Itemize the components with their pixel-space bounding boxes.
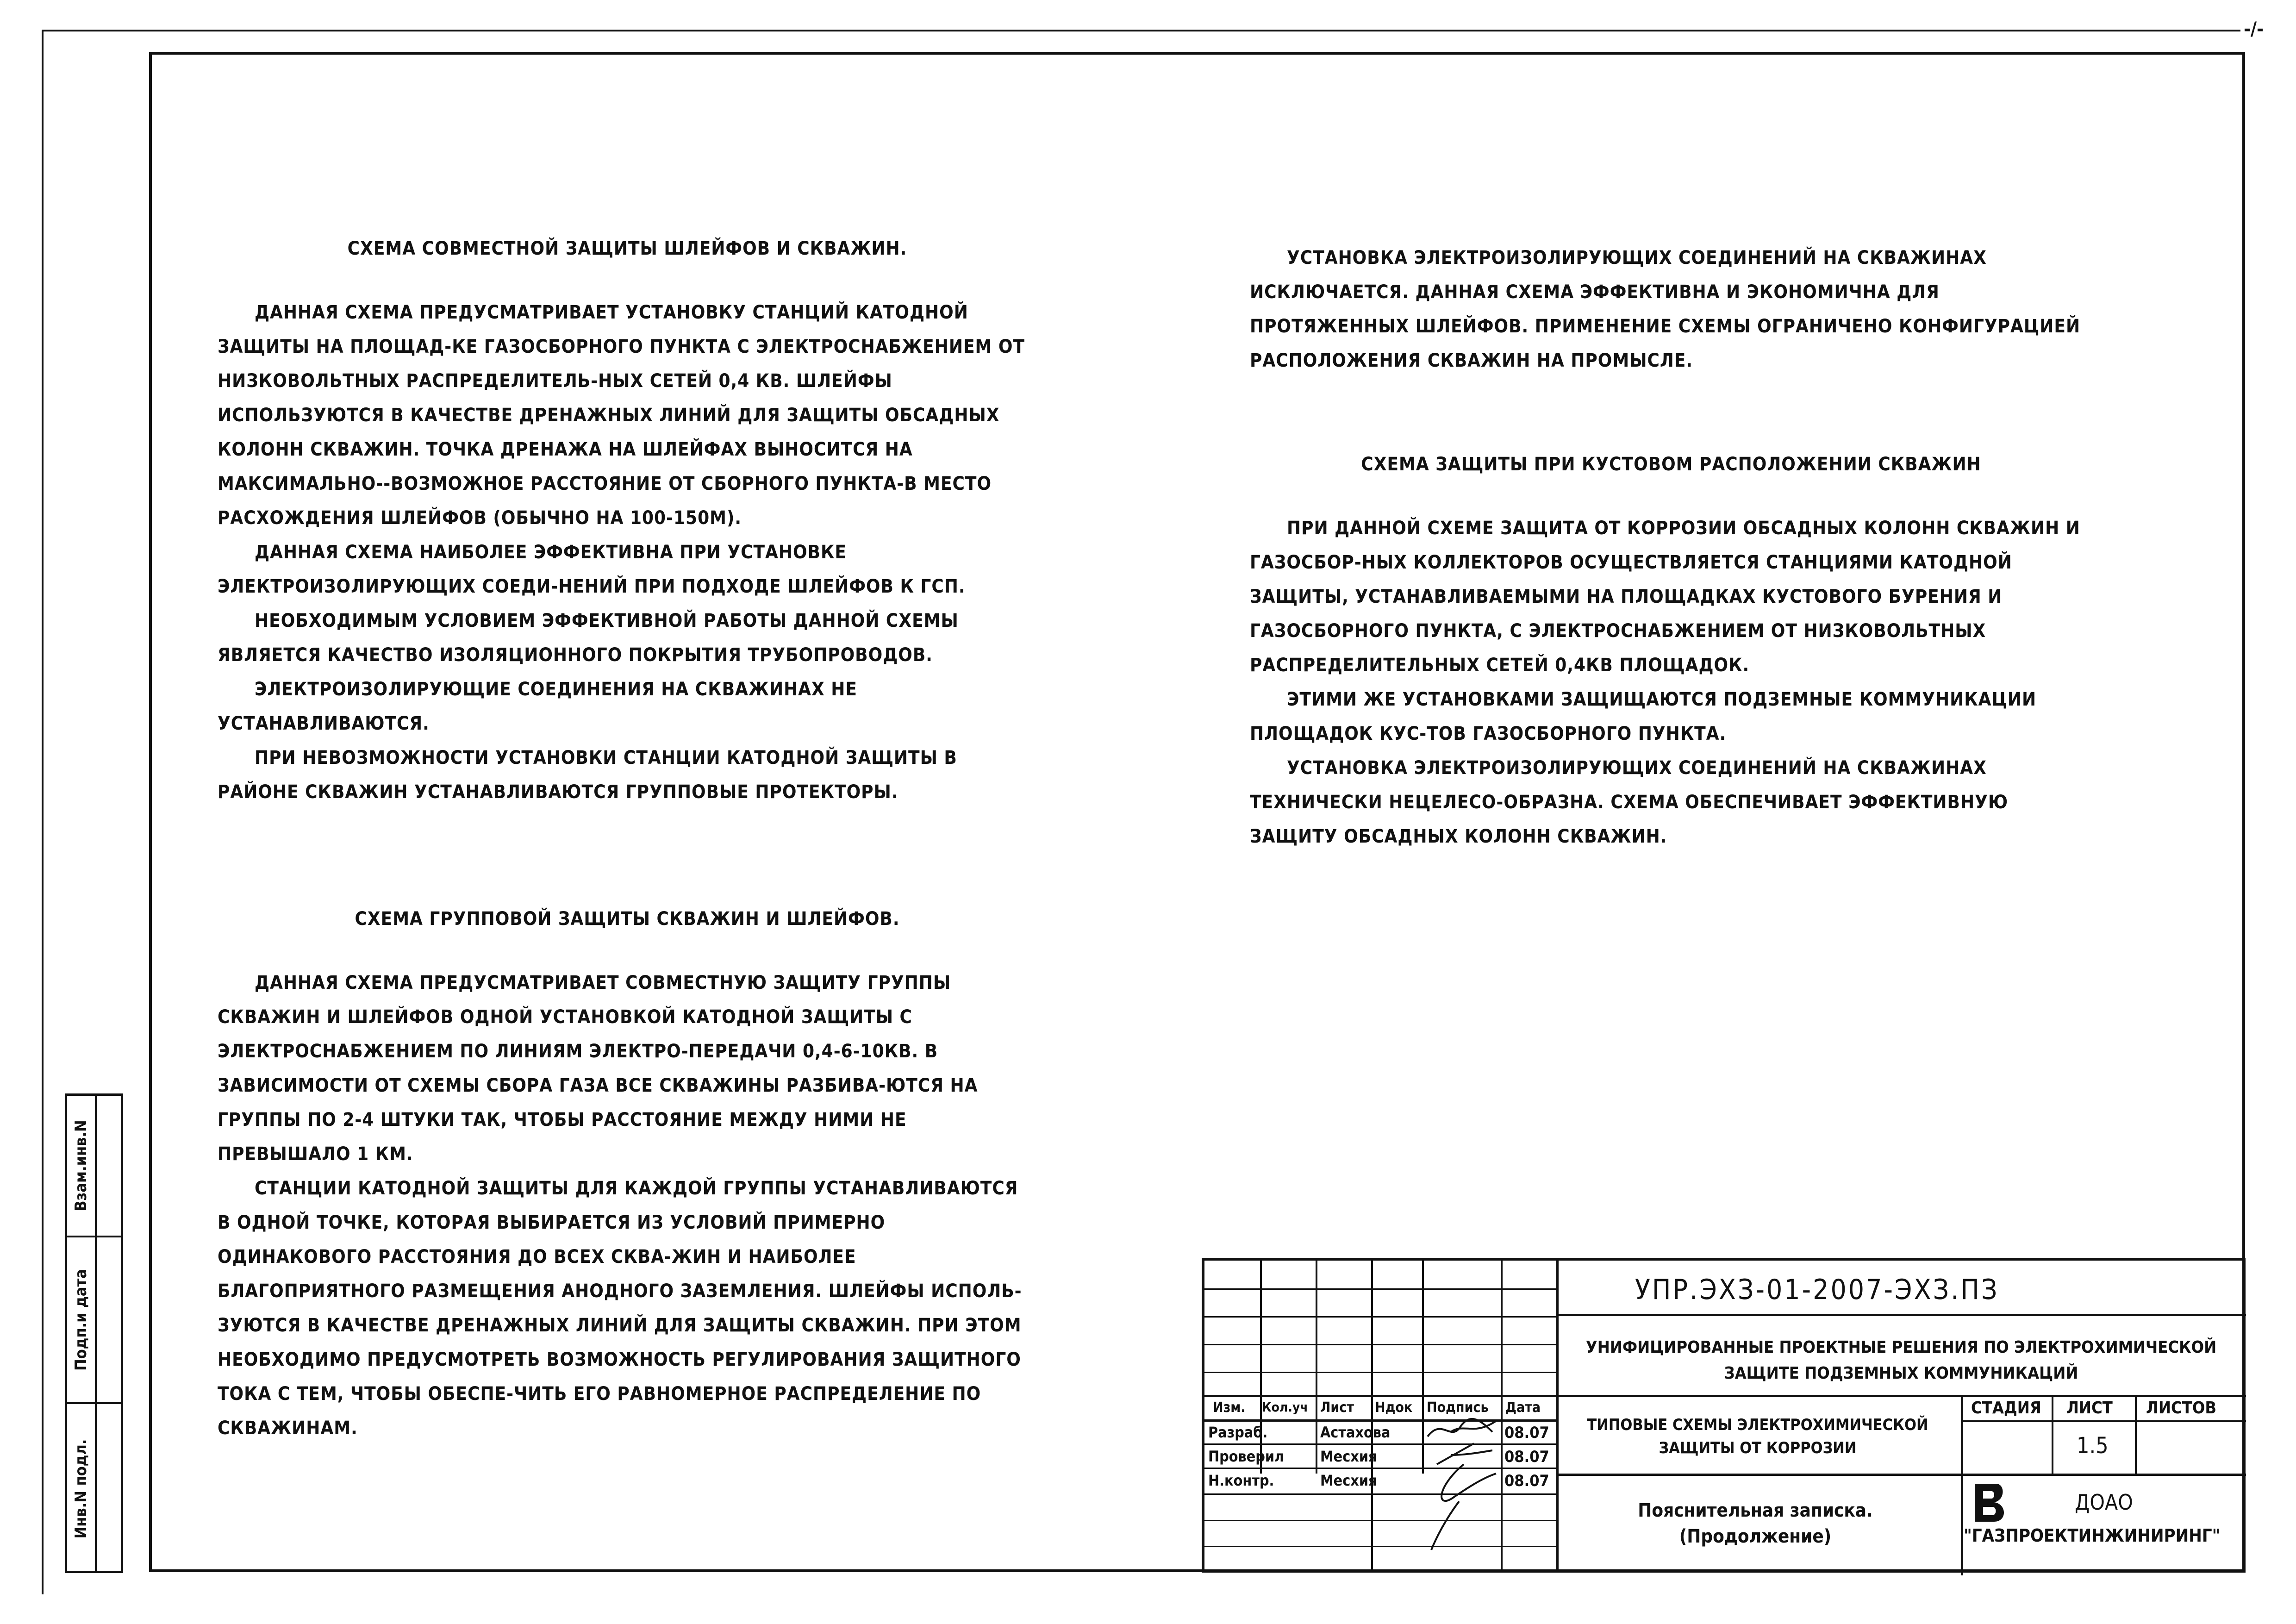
tb-hline — [1204, 1344, 1556, 1345]
outer-border-top — [42, 30, 2240, 31]
name-proveril: Месхия — [1320, 1448, 1377, 1465]
header-podpis: Подпись — [1427, 1399, 1489, 1416]
paragraph: ДАННАЯ СХЕМА ПРЕДУСМАТРИВАЕТ УСТАНОВКУ СТАНЦИЙ КАТОДНОЙ ЗАЩИТЫ НА ПЛОЩАД-КЕ ГАЗОСБОРНОГО ПУНКТА С ЭЛЕКТРОСНАБЖЕНИЕМ ОТ НИЗКОВОЛЬТНЫХ РАСПРЕДЕЛИТЕЛЬ-НЫХ СЕТЕЙ 0,4 КВ. ШЛЕЙФЫ ИСПОЛЬЗУЮТСЯ В КАЧЕСТВЕ ДРЕНАЖНЫХ ЛИНИЙ ДЛЯ ЗАЩИТЫ ОБСАДНЫХ КОЛОНН СКВАЖИН. ТОЧКА ДРЕНАЖА НА ШЛЕЙФАХ ВЫНОСИТСЯ НА МАКСИМАЛЬНО--ВОЗМОЖНОЕ РАССТОЯНИЕ ОТ СБОРНОГО ПУНКТА-В МЕСТО РАСХОЖДЕНИЯ ШЛЕЙФОВ (ОБЫЧНО НА 100-150М). — [218, 302, 1025, 529]
paragraph: СТАНЦИИ КАТОДНОЙ ЗАЩИТЫ ДЛЯ КАЖДОЙ ГРУППЫ УСТАНАВЛИВАЮТСЯ В ОДНОЙ ТОЧКЕ, КОТОРАЯ ВЫБИРАЕТСЯ ИЗ УСЛОВИЙ ПРИМЕРНО ОДИНАКОВОГО РАССТОЯНИЯ ДО ВСЕХ СКВА-ЖИН И НАИБОЛЕЕ БЛАГОПРИЯТНОГО РАЗМЕЩЕНИЯ АНОДНОГО ЗАЗЕМЛЕНИЯ. ШЛЕЙФЫ ИСПОЛЬ-ЗУЮТСЯ В КАЧЕСТВЕ ДРЕНАЖНЫХ ЛИНИЙ ДЛЯ ЗАЩИТЫ СКВАЖИН. ПРИ ЭТОМ НЕОБХОДИМО ПРЕДУСМОТРЕТЬ ВОЗМОЖНОСТЬ РЕГУЛИРОВАНИЯ ЗАЩИТНОГО ТОКА С ТЕМ, ЧТОБЫ ОБЕСПЕ-ЧИТЬ ЕГО РАВНОМЕРНОЕ РАСПРЕДЕЛЕНИЕ ПО СКВАЖИНАМ. — [218, 1178, 1022, 1439]
role-razrab: Разраб. — [1208, 1424, 1268, 1441]
paragraph: ЭЛЕКТРОИЗОЛИРУЮЩИЕ СОЕДИНЕНИЯ НА СКВАЖИНАХ НЕ УСТАНАВЛИВАЮТСЯ. — [218, 679, 858, 734]
role-nkontr: Н.контр. — [1208, 1472, 1274, 1489]
drawing-title: ТИПОВЫЕ СХЕМЫ ЭЛЕКТРОХИМИЧЕСКОЙ ЗАЩИТЫ ОТ КОРРОЗИИ — [1587, 1416, 1928, 1457]
side-label-podp: Подп.и дата — [72, 1269, 90, 1371]
left-column — [218, 231, 1037, 1445]
tb-hline — [1556, 1314, 2246, 1316]
document-code: УПР.ЭХЗ-01-2007-ЭХЗ.ПЗ — [1635, 1274, 1999, 1306]
section-title-joint-protection: СХЕМА СОВМЕСТНОЙ ЗАЩИТЫ ШЛЕЙФОВ И СКВАЖИН. — [347, 238, 907, 259]
sheets-label: ЛИСТОВ — [2146, 1399, 2217, 1418]
date-proveril: 08.07 — [1504, 1448, 1549, 1466]
side-divider — [97, 1096, 123, 1237]
company-line-2: "ГАЗПРОЕКТИНЖИНИРИНГ" — [1964, 1525, 2221, 1546]
tb-hline — [1204, 1443, 1556, 1445]
section-title-cluster-protection: СХЕМА ЗАЩИТЫ ПРИ КУСТОВОМ РАСПОЛОЖЕНИИ СКВАЖИН — [1361, 454, 1981, 475]
paragraph: УСТАНОВКА ЭЛЕКТРОИЗОЛИРУЮЩИХ СОЕДИНЕНИЙ НА СКВАЖИНАХ ИСКЛЮЧАЕТСЯ. ДАННАЯ СХЕМА ЭФФЕКТИВНА И ЭКОНОМИЧНА ДЛЯ ПРОТЯЖЕННЫХ ШЛЕЙФОВ. ПРИМЕНЕНИЕ СХЕМЫ ОГРАНИЧЕНО КОНФИГУРАЦИЕЙ РАСПОЛОЖЕНИЯ СКВАЖИН НА ПРОМЫСЛЕ. — [1250, 247, 2081, 371]
side-label-vzam: Взам.инв.N — [72, 1120, 90, 1212]
tb-hline — [1204, 1316, 1556, 1318]
name-nkontr: Месхия — [1320, 1472, 1377, 1489]
sheet-corner-mark: -/- — [2243, 19, 2264, 40]
sheet-label: ЛИСТ — [2066, 1399, 2113, 1418]
header-list: Лист — [1320, 1399, 1354, 1416]
tb-vline — [1316, 1261, 1317, 1474]
side-cell-inv — [67, 1404, 95, 1574]
document-title: Пояснительная записка. (Продолжение) — [1638, 1500, 1873, 1547]
header-izm: Изм. — [1213, 1399, 1246, 1416]
date-nkontr: 08.07 — [1504, 1472, 1549, 1490]
tb-vline — [1371, 1261, 1373, 1571]
header-data: Дата — [1505, 1399, 1541, 1416]
paragraph: ЭТИМИ ЖЕ УСТАНОВКАМИ ЗАЩИЩАЮТСЯ ПОДЗЕМНЫЕ КОММУНИКАЦИИ ПЛОЩАДОК КУС-ТОВ ГАЗОСБОРНОГО ПУНКТА. — [1250, 689, 2037, 744]
paragraph: ПРИ ДАННОЙ СХЕМЕ ЗАЩИТА ОТ КОРРОЗИИ ОБСАДНЫХ КОЛОНН СКВАЖИН И ГАЗОСБОР-НЫХ КОЛЛЕКТОРОВ ОСУЩЕСТВЛЯЕТСЯ СТАНЦИЯМИ КАТОДНОЙ ЗАЩИТЫ, УСТАНАВЛИВАЕМЫМИ НА ПЛОЩАДКАХ КУСТОВОГО БУРЕНИЯ И ГАЗОСБОРНОГО ПУНКТА, С ЭЛЕКТРОСНАБЖЕНИЕМ ОТ НИЗКОВОЛЬТНЫХ РАСПРЕДЕЛИТЕЛЬНЫХ СЕТЕЙ 0,4КВ ПЛОЩАДОК. — [1250, 518, 2080, 676]
title-block — [1202, 1258, 2246, 1573]
side-stamp-label-column — [67, 1096, 97, 1571]
side-divider — [97, 1237, 123, 1404]
date-razrab: 08.07 — [1504, 1424, 1549, 1442]
side-cell-vzam — [67, 1096, 95, 1237]
tb-hline — [1556, 1395, 2246, 1397]
tb-vline — [1961, 1395, 1963, 1575]
tb-hline — [1961, 1420, 2246, 1422]
sheet-number: 1.5 — [2077, 1433, 2109, 1459]
role-proveril: Проверил — [1208, 1448, 1285, 1465]
tb-vline — [1260, 1261, 1262, 1474]
side-stamp — [65, 1093, 123, 1573]
signature-nkontr — [1417, 1460, 1505, 1552]
stage-label: СТАДИЯ — [1971, 1399, 2041, 1418]
tb-vline — [2052, 1395, 2053, 1474]
section-title-group-protection: СХЕМА ГРУППОВОЙ ЗАЩИТЫ СКВАЖИН И ШЛЕЙФОВ. — [355, 908, 900, 930]
paragraph: НЕОБХОДИМЫМ УСЛОВИЕМ ЭФФЕКТИВНОЙ РАБОТЫ ДАННОЙ СХЕМЫ ЯВЛЯЕТСЯ КАЧЕСТВО ИЗОЛЯЦИОННОГО ПОКРЫТИЯ ТРУБОПРОВОДОВ. — [218, 610, 959, 666]
project-title: УНИФИЦИРОВАННЫЕ ПРОЕКТНЫЕ РЕШЕНИЯ ПО ЭЛЕКТРОХИМИЧЕСКОЙ ЗАЩИТЕ ПОДЗЕМНЫХ КОММУНИКАЦИЙ — [1585, 1338, 2217, 1383]
tb-hline — [1204, 1395, 1556, 1397]
tb-hline — [1204, 1372, 1556, 1373]
side-cell-podp — [67, 1237, 95, 1404]
paragraph: ДАННАЯ СХЕМА НАИБОЛЕЕ ЭФФЕКТИВНА ПРИ УСТАНОВКЕ ЭЛЕКТРОИЗОЛИРУЮЩИХ СОЕДИ-НЕНИЙ ПРИ ПОДХОДЕ ШЛЕЙФОВ К ГСП. — [218, 542, 966, 597]
outer-border-left — [42, 30, 44, 1594]
tb-vline — [1556, 1261, 1559, 1571]
name-razrab: Астахова — [1320, 1424, 1391, 1441]
side-label-inv: Инв.N подл. — [72, 1439, 90, 1539]
paragraph: УСТАНОВКА ЭЛЕКТРОИЗОЛИРУЮЩИХ СОЕДИНЕНИЙ НА СКВАЖИНАХ ТЕХНИЧЕСКИ НЕЦЕЛЕСО-ОБРАЗНА. СХЕМА ОБЕСПЕЧИВАЕТ ЭФФЕКТИВНУЮ ЗАЩИТУ ОБСАДНЫХ КОЛОНН СКВАЖИН. — [1250, 757, 2009, 847]
header-ndok: Ндок — [1375, 1399, 1413, 1416]
tb-hline — [1204, 1419, 1556, 1422]
company-logo — [1971, 1482, 2008, 1524]
tb-hline — [1556, 1474, 2246, 1476]
company-line-1: ДОАО — [2075, 1490, 2133, 1515]
tb-vline — [2135, 1395, 2137, 1474]
tb-hline — [1204, 1288, 1556, 1290]
paragraph: ПРИ НЕВОЗМОЖНОСТИ УСТАНОВКИ СТАНЦИИ КАТОДНОЙ ЗАЩИТЫ В РАЙОНЕ СКВАЖИН УСТАНАВЛИВАЮТСЯ ГРУППОВЫЕ ПРОТЕКТОРЫ. — [218, 747, 957, 803]
paragraph: ДАННАЯ СХЕМА ПРЕДУСМАТРИВАЕТ СОВМЕСТНУЮ ЗАЩИТУ ГРУППЫ СКВАЖИН И ШЛЕЙФОВ ОДНОЙ УСТАНОВКОЙ КАТОДНОЙ ЗАЩИТЫ С ЭЛЕКТРОСНАБЖЕНИЕМ ПО ЛИНИЯМ ЭЛЕКТРО-ПЕРЕДАЧИ 0,4-6-10КВ. В ЗАВИСИМОСТИ ОТ СХЕМЫ СБОРА ГАЗА ВСЕ СКВАЖИНЫ РАЗБИВА-ЮТСЯ НА ГРУППЫ ПО 2-4 ШТУКИ ТАК, ЧТОБЫ РАССТОЯНИЕ МЕЖДУ НИМИ НЕ ПРЕВЫШАЛО 1 КМ. — [218, 972, 978, 1165]
right-column — [1250, 241, 2092, 854]
header-kol-uch: Кол.уч — [1262, 1399, 1308, 1415]
